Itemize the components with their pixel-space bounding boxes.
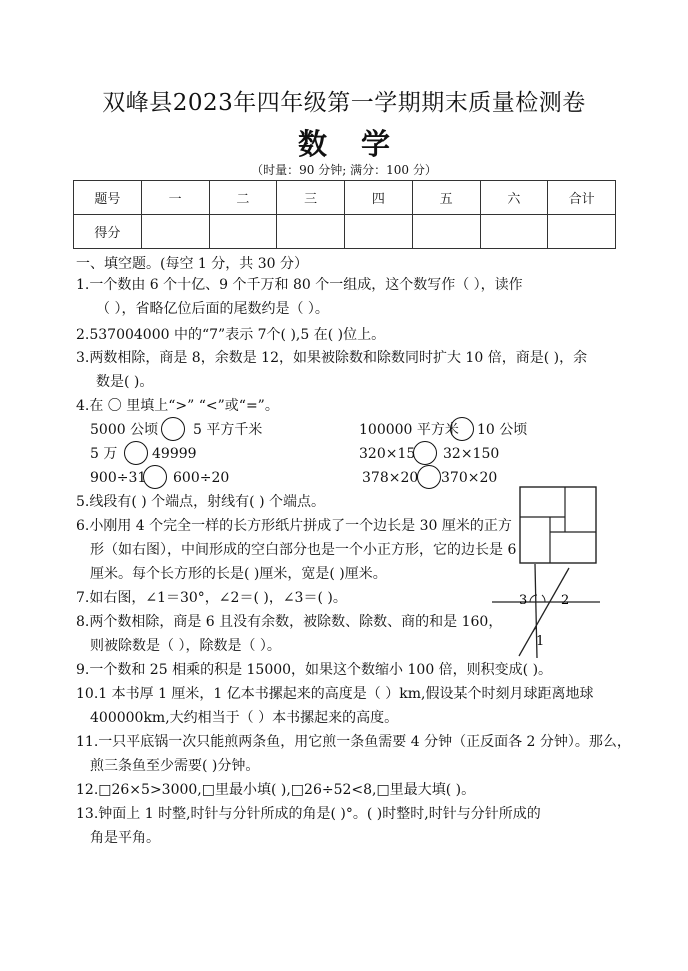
- subject-title: 数学: [297, 127, 424, 161]
- question-line: 则被除数是（ ），除数是（ ）。: [90, 638, 281, 654]
- question-line: 4.在 〇 里填上“>” “<”或“=”。: [76, 398, 279, 414]
- question-line: 3.两数相除，商是 8，余数是 12，如果被除数和除数同时扩大 10 倍，商是( )，余: [76, 350, 588, 366]
- question-line: 10.1 本书厚 1 厘米，1 亿本书摞起来的高度是（ ）km,假设某个时刻月球距离地球: [76, 686, 594, 702]
- score-input-cell[interactable]: [480, 215, 548, 249]
- compare-right: 5 平方千米: [193, 422, 263, 438]
- score-cell: 三: [277, 181, 345, 215]
- angle-label-2: 2: [561, 593, 570, 608]
- time-info: （时量：90 分钟; 满分：100 分）: [251, 163, 437, 177]
- score-input-cell[interactable]: [277, 215, 345, 249]
- question-line: （ ），省略亿位后面的尾数约是（ ）。: [96, 301, 329, 317]
- score-table-header-row: [74, 181, 616, 215]
- compare-left: 900÷31: [90, 470, 147, 486]
- score-cell: 合计: [548, 181, 616, 215]
- score-cell: 四: [345, 181, 413, 215]
- compare-right: 600÷20: [173, 470, 230, 486]
- question-line: 12.□26×5>3000,□里最小填( ),□26÷52<8,□里最大填( )。: [76, 782, 476, 798]
- exam-title: 双峰县2023年四年级第一学期期末质量检测卷: [102, 90, 586, 116]
- question-line: 1.一个数由 6 个十亿、9 个千万和 80 个一组成，这个数写作（ ），读作: [76, 277, 523, 293]
- compare-left: 100000 平方米: [359, 422, 459, 438]
- score-cell: 一: [141, 181, 209, 215]
- score-cell: 六: [480, 181, 548, 215]
- question-line: 角是平角。: [90, 830, 160, 846]
- question-line: 8.两个数相除，商是 6 且没有余数，被除数、除数、商的和是 160，: [76, 614, 503, 630]
- answer-circle[interactable]: [450, 417, 474, 441]
- score-input-cell[interactable]: [412, 215, 480, 249]
- pinwheel-square-figure: [519, 486, 599, 566]
- question-line: 400000km,大约相当于（ ）本书摞起来的高度。: [90, 710, 399, 726]
- angle-figure: [492, 562, 602, 662]
- score-input-cell[interactable]: [548, 215, 616, 249]
- score-table: [73, 180, 616, 249]
- score-cell: 题号: [74, 181, 142, 215]
- angle-label-1: 1: [536, 634, 545, 649]
- score-input-cell[interactable]: [141, 215, 209, 249]
- question-line: 数是( )。: [96, 374, 154, 390]
- section-heading: 一、填空题。(每空 1 分，共 30 分）: [76, 256, 308, 272]
- answer-circle[interactable]: [143, 465, 167, 489]
- compare-right: 10 公顷: [477, 422, 528, 438]
- question-line: 5.线段有( ) 个端点，射线有( ) 个端点。: [76, 494, 326, 510]
- question-line: 9.一个数和 25 相乘的积是 15000，如果这个数缩小 100 倍，则积变成( )。: [76, 662, 553, 678]
- compare-right: 370×20: [441, 470, 498, 486]
- score-input-cell[interactable]: [345, 215, 413, 249]
- answer-circle[interactable]: [161, 417, 185, 441]
- score-table-score-row: [74, 215, 616, 249]
- answer-circle[interactable]: [417, 465, 441, 489]
- answer-circle[interactable]: [413, 441, 437, 465]
- question-line: 形（如右图），中间形成的空白部分也是一个小正方形，它的边长是 6: [90, 542, 517, 558]
- answer-circle[interactable]: [124, 441, 148, 465]
- compare-left: 320×15: [359, 446, 416, 462]
- score-input-cell[interactable]: [209, 215, 277, 249]
- question-line: 13.钟面上 1 时整,时针与分针所成的角是( )°。( )时整时,时针与分针所成的: [76, 806, 541, 822]
- compare-left: 5000 公顷: [90, 422, 159, 438]
- angle-label-3: 3: [519, 593, 528, 608]
- compare-right: 49999: [152, 446, 197, 462]
- question-line: 2.537004000 中的“7”表示 7个( ),5 在( )位上。: [76, 327, 386, 343]
- score-cell: 二: [209, 181, 277, 215]
- question-line: 厘米。每个长方形的长是( )厘米，宽是( )厘米。: [90, 566, 387, 582]
- score-cell: 得分: [74, 215, 142, 249]
- question-line: 11.一只平底锅一次只能煎两条鱼，用它煎一条鱼需要 4 分钟（正反面各 2 分钟）。那么，: [76, 734, 631, 750]
- score-cell: 五: [412, 181, 480, 215]
- question-line: 煎三条鱼至少需要( )分钟。: [90, 758, 260, 774]
- compare-left: 378×20: [362, 470, 419, 486]
- compare-right: 32×150: [443, 446, 500, 462]
- question-line: 7.如右图，∠1＝30°，∠2＝( )，∠3＝( )。: [76, 590, 347, 606]
- compare-left: 5 万: [90, 446, 118, 462]
- question-line: 6.小刚用 4 个完全一样的长方形纸片拼成了一个边长是 30 厘米的正方: [76, 518, 512, 534]
